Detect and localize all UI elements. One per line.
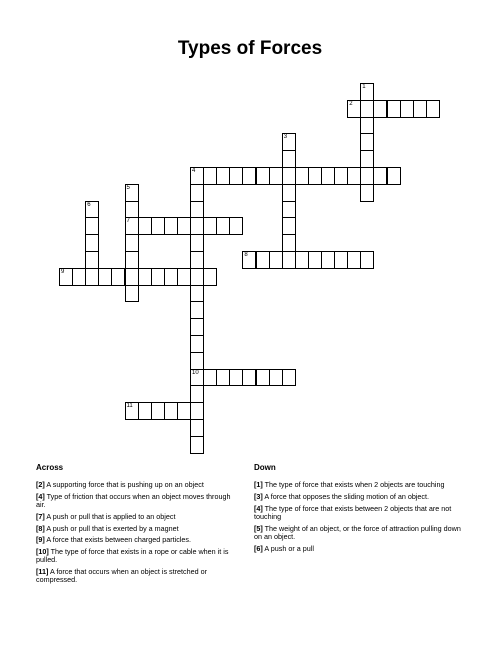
- grid-cell[interactable]: [190, 419, 204, 437]
- grid-cell[interactable]: [334, 251, 348, 269]
- grid-cell[interactable]: [282, 234, 296, 252]
- grid-cell[interactable]: [164, 268, 178, 286]
- clue-text: Type of friction that occurs when an object moves through air.: [36, 491, 231, 509]
- grid-cell[interactable]: [151, 268, 165, 286]
- clue-number: 3: [283, 134, 288, 141]
- clue-number-label: [10]: [36, 547, 49, 557]
- across-clue: [36, 525, 242, 533]
- grid-cell[interactable]: [229, 167, 243, 185]
- clue-number-label: [6]: [254, 543, 263, 553]
- grid-cell[interactable]: [360, 83, 374, 101]
- across-clue: [36, 513, 242, 521]
- grid-cell[interactable]: [229, 217, 243, 235]
- across-clue: [36, 481, 242, 489]
- across-clue: [36, 536, 242, 544]
- grid-cell[interactable]: [190, 167, 204, 185]
- grid-cell[interactable]: [373, 100, 387, 118]
- down-clue: [254, 505, 462, 521]
- clue-number-label: [2]: [36, 480, 45, 489]
- clue-number: 4: [192, 168, 196, 174]
- grid-cell[interactable]: [138, 217, 152, 235]
- grid-cell[interactable]: [190, 268, 204, 286]
- grid-cell[interactable]: [190, 369, 204, 387]
- down-clue-list: [254, 481, 462, 553]
- grid-cell[interactable]: [203, 217, 217, 235]
- clue-number: 5: [126, 184, 130, 191]
- grid-cell[interactable]: [190, 318, 204, 336]
- grid-cell[interactable]: [269, 251, 283, 269]
- clue-number: 11: [126, 403, 133, 410]
- grid-cell[interactable]: [216, 369, 230, 387]
- clue-text: A push or a pull: [262, 543, 314, 553]
- clue-number-label: [7]: [36, 511, 45, 521]
- grid-cell[interactable]: [308, 167, 322, 185]
- grid-cell[interactable]: [282, 369, 296, 387]
- grid-cell[interactable]: [282, 251, 296, 269]
- clue-text: A force that opposes the sliding motion of an object.: [262, 491, 430, 501]
- grid-cell[interactable]: [98, 268, 112, 286]
- clue-number: 10: [192, 369, 199, 376]
- clue-text: A push or pull that is applied to an object: [44, 511, 176, 521]
- grid-cell[interactable]: [413, 100, 427, 118]
- grid-cell[interactable]: [282, 150, 296, 168]
- clue-number-label: [5]: [254, 523, 263, 533]
- grid-cell[interactable]: [282, 167, 296, 185]
- grid-cell[interactable]: [373, 167, 387, 185]
- grid-cell[interactable]: [282, 217, 296, 235]
- grid-cell[interactable]: [190, 352, 204, 370]
- grid-cell[interactable]: [151, 217, 165, 235]
- clue-number-label: [4]: [254, 503, 263, 513]
- grid-cell[interactable]: [360, 117, 374, 135]
- grid-cell[interactable]: [426, 100, 440, 118]
- grid-cell[interactable]: [190, 335, 204, 353]
- clue-number: 7: [126, 218, 130, 225]
- grid-cell[interactable]: [125, 402, 139, 420]
- clue-text: A force that exists between charged particles.: [44, 535, 192, 545]
- grid-cell[interactable]: [190, 217, 204, 235]
- grid-cell[interactable]: [125, 184, 139, 202]
- clue-text: A supporting force that is pushing up on an object: [44, 480, 204, 489]
- grid-cell[interactable]: [203, 167, 217, 185]
- grid-cell[interactable]: [164, 402, 178, 420]
- grid-cell[interactable]: [360, 167, 374, 185]
- grid-cell[interactable]: [177, 402, 191, 420]
- across-clue: [36, 493, 242, 509]
- across-clue: [36, 548, 242, 564]
- down-clue: [254, 493, 462, 501]
- grid-cell[interactable]: [125, 234, 139, 252]
- clue-number-label: [11]: [36, 567, 49, 577]
- puzzle-title: Types of Forces: [177, 38, 323, 59]
- grid-cell[interactable]: [177, 217, 191, 235]
- grid-cell[interactable]: [177, 268, 191, 286]
- grid-cell[interactable]: [256, 369, 270, 387]
- clue-text: A force that occurs when an object is stretched or compressed.: [36, 567, 207, 585]
- grid-cell[interactable]: [59, 268, 73, 286]
- grid-cell[interactable]: [85, 217, 99, 235]
- grid-cell[interactable]: [308, 251, 322, 269]
- grid-cell[interactable]: [190, 402, 204, 420]
- clue-number-label: [1]: [254, 480, 263, 489]
- clue-number: 8: [244, 252, 248, 258]
- grid-cell[interactable]: [256, 251, 270, 269]
- grid-cell[interactable]: [138, 268, 152, 286]
- grid-cell[interactable]: [125, 217, 139, 235]
- grid-cell[interactable]: [321, 251, 335, 269]
- grid-cell[interactable]: [190, 234, 204, 252]
- clue-number: 2: [349, 100, 353, 107]
- grid-cell[interactable]: [387, 167, 401, 185]
- down-heading: Down: [254, 463, 276, 472]
- grid-cell[interactable]: [360, 150, 374, 168]
- grid-cell[interactable]: [295, 251, 309, 269]
- grid-cell[interactable]: [85, 234, 99, 252]
- down-clue: [254, 481, 462, 489]
- across-heading: Across: [36, 463, 64, 472]
- down-clues: [254, 463, 462, 556]
- grid-cell[interactable]: [295, 167, 309, 185]
- grid-cell[interactable]: [347, 167, 361, 185]
- grid-cell[interactable]: [347, 100, 361, 118]
- grid-cell[interactable]: [190, 201, 204, 219]
- grid-cell[interactable]: [229, 369, 243, 387]
- clue-number: 1: [362, 84, 366, 90]
- grid-cell[interactable]: [190, 301, 204, 319]
- grid-cell[interactable]: [85, 268, 99, 286]
- clue-number-label: [9]: [36, 535, 45, 545]
- across-clue-list: [36, 481, 242, 585]
- grid-cell[interactable]: [203, 268, 217, 286]
- grid-cell[interactable]: [282, 184, 296, 202]
- clue-text: The type of force that exists when 2 objects are touching: [262, 480, 445, 489]
- clue-text: The weight of an object, or the force of attraction pulling down on an object.: [254, 523, 461, 541]
- across-clues: [36, 463, 242, 588]
- grid-cell[interactable]: [269, 369, 283, 387]
- grid-cell[interactable]: [125, 251, 139, 269]
- grid-cell[interactable]: [138, 402, 152, 420]
- clue-number: 9: [61, 268, 65, 275]
- grid-cell[interactable]: [387, 100, 401, 118]
- down-clue: [254, 525, 462, 541]
- clue-text: A push or pull that is exerted by a magnet: [44, 523, 179, 533]
- grid-cell[interactable]: [216, 217, 230, 235]
- grid-cell[interactable]: [269, 167, 283, 185]
- grid-cell[interactable]: [282, 133, 296, 151]
- clue-number-label: [8]: [36, 523, 45, 533]
- grid-cell[interactable]: [151, 402, 165, 420]
- clue-text: The type of force that exists in a rope or cable when it is pulled.: [36, 547, 229, 565]
- grid-cell[interactable]: [256, 167, 270, 185]
- clue-text: The type of force that exists between 2 objects that are not touching: [254, 503, 452, 521]
- grid-cell[interactable]: [282, 201, 296, 219]
- grid-cell[interactable]: [190, 251, 204, 269]
- grid-cell[interactable]: [242, 251, 256, 269]
- grid-cell[interactable]: [72, 268, 86, 286]
- clue-number-label: [4]: [36, 491, 45, 501]
- grid-cell[interactable]: [125, 201, 139, 219]
- grid-cell[interactable]: [85, 251, 99, 269]
- grid-cell[interactable]: [190, 385, 204, 403]
- grid-cell[interactable]: [321, 167, 335, 185]
- grid-cell[interactable]: [203, 369, 217, 387]
- grid-cell[interactable]: [360, 251, 374, 269]
- down-clue: [254, 545, 462, 553]
- grid-cell[interactable]: [164, 217, 178, 235]
- grid-cell[interactable]: [360, 100, 374, 118]
- grid-cell[interactable]: [190, 184, 204, 202]
- grid-cell[interactable]: [125, 268, 139, 286]
- grid-cell[interactable]: [111, 268, 125, 286]
- grid-cell[interactable]: [347, 251, 361, 269]
- grid-cell[interactable]: [242, 369, 256, 387]
- grid-cell[interactable]: [360, 184, 374, 202]
- grid-cell[interactable]: [216, 167, 230, 185]
- grid-cell[interactable]: [85, 201, 99, 219]
- across-clue: [36, 568, 242, 584]
- grid-cell[interactable]: [190, 436, 204, 454]
- grid-cell[interactable]: [242, 167, 256, 185]
- grid-cell[interactable]: [400, 100, 414, 118]
- grid-cell[interactable]: [190, 285, 204, 303]
- grid-cell[interactable]: [125, 285, 139, 303]
- clue-number-label: [3]: [254, 491, 263, 501]
- grid-cell[interactable]: [360, 133, 374, 151]
- clue-number: 6: [87, 201, 91, 208]
- grid-cell[interactable]: [334, 167, 348, 185]
